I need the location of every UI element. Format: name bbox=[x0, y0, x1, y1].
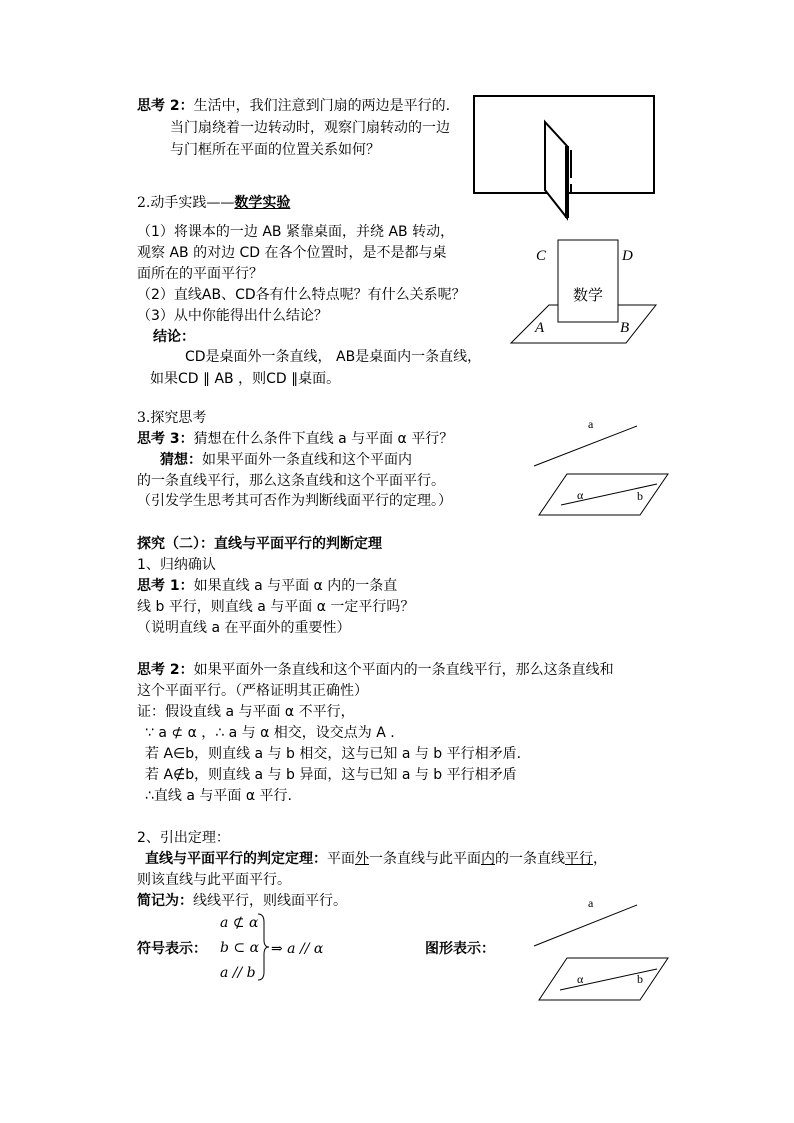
fig1-label-a: a bbox=[588, 417, 594, 431]
proof-line3: 若 A∈b，则直线 a 与 b 相交，这与已知 a 与 b 平行相矛盾. bbox=[145, 746, 522, 762]
proof-line4: 若 A∉b，则直线 a 与 b 异面，这与已知 a 与 b 平行相矛盾 bbox=[145, 767, 517, 783]
sec3-guess1: 猜想：如果平面外一条直线和这个平面内 bbox=[160, 452, 412, 468]
theorem-line2: 则该直线与此平面平行。 bbox=[137, 872, 291, 888]
sec2-title: 2.动手实践——数学实验 bbox=[137, 195, 291, 211]
symbol-cond1: a ⊄ α bbox=[220, 915, 259, 931]
explore2-think1-line3: （说明直线 a 在平面外的重要性） bbox=[137, 620, 351, 636]
sec3-guess3: （引发学生思考其可否作为判断线面平行的定理。） bbox=[137, 493, 452, 509]
think2-door-line2: 当门扇绕着一边转动时，观察门扇转动的一边 bbox=[170, 120, 450, 136]
symbol-label: 符号表示： bbox=[137, 941, 207, 957]
sec3-guess2: 的一条直线平行，那么这条直线和这个平面平行。 bbox=[137, 473, 445, 489]
sec2-conclusion-label: 结论： bbox=[153, 329, 195, 345]
fig1-label-alpha: α bbox=[577, 488, 584, 502]
symbol-cond2: b ⊂ α bbox=[220, 940, 260, 956]
sec2-q1b: 观察 AB 的对边 CD 在各个位置时，是不是都与桌 bbox=[137, 245, 447, 261]
label-d: D bbox=[622, 248, 633, 264]
think2-door-line1: 思考 2：生活中，我们注意到门扇的两边是平行的. bbox=[137, 98, 451, 114]
sec3-think3: 思考 3：猜想在什么条件下直线 a 与平面 α 平行？ bbox=[137, 431, 454, 447]
sec2-conclusion2: 如果CD ∥ AB ，则CD ∥桌面。 bbox=[150, 371, 341, 387]
explore2-title: 探究（二）：直线与平面平行的判断定理 bbox=[137, 536, 382, 552]
sec2-q1a: （1）将课本的一边 AB 紧靠桌面，并绕 AB 转动， bbox=[137, 224, 455, 240]
theorem-title: 2、引出定理： bbox=[137, 830, 230, 846]
fig2-label-a: a bbox=[588, 896, 594, 910]
sec2-q2: （2）直线AB、CD各有什么特点呢？有什么关系呢？ bbox=[137, 287, 466, 303]
symbol-result: ⇒ a // α bbox=[271, 941, 324, 957]
sec2-q3: （3）从中你能得出什么结论？ bbox=[137, 308, 328, 324]
sec3-title: 3.探究思考 bbox=[137, 410, 207, 426]
explore2-think2-line2: 这个平面平行。（严格证明其正确性） bbox=[137, 683, 368, 699]
theorem-line1: 直线与平面平行的判定定理：平面外一条直线与此平面内的一条直线平行， bbox=[145, 851, 607, 867]
label-b: B bbox=[620, 320, 630, 336]
fig2-label-b: b bbox=[637, 972, 643, 986]
sec2-conclusion1: CD是桌面外一条直线， AB是桌面内一条直线， bbox=[185, 349, 482, 365]
explore2-think1-line1: 思考 1：如果直线 a 与平面 α 内的一条直 bbox=[137, 578, 398, 594]
sec2-q1c: 面所在的平面平行？ bbox=[137, 266, 263, 282]
proof-line2: ∵ a ⊄ α ，∴ a 与 α 相交，设交点为 A . bbox=[145, 725, 395, 741]
explore2-sub1: 1、归纳确认 bbox=[137, 557, 216, 573]
symbol-cond3: a // b bbox=[220, 965, 256, 981]
fig2-label-alpha: α bbox=[577, 972, 584, 986]
fig1-label-b: b bbox=[637, 489, 643, 503]
theorem-short: 简记为：线线平行，则线面平行。 bbox=[137, 893, 347, 909]
proof-line1: 证：假设直线 a 与平面 α 不平行， bbox=[137, 704, 355, 720]
label-a: A bbox=[535, 320, 545, 336]
book-title: 数学 bbox=[572, 286, 604, 304]
explore2-think2-line1: 思考 2：如果平面外一条直线和这个平面内的一条直线平行，那么这条直线和 bbox=[137, 662, 614, 678]
think2-door-line3: 与门框所在平面的位置关系如何？ bbox=[170, 142, 380, 158]
figure-label: 图形表示： bbox=[425, 941, 495, 957]
proof-line5: ∴直线 a 与平面 α 平行. bbox=[145, 788, 292, 804]
explore2-think1-line2: 线 b 平行，则直线 a 与平面 α 一定平行吗？ bbox=[137, 599, 415, 615]
label-c: C bbox=[536, 248, 547, 264]
